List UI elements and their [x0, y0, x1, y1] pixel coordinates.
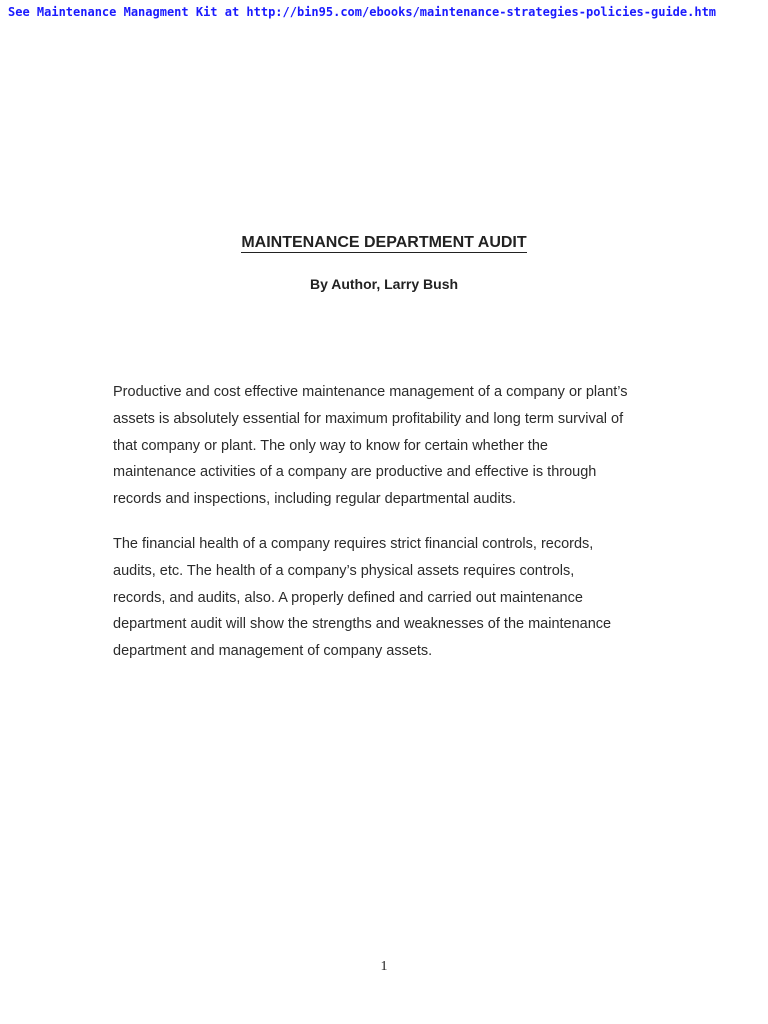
page-number: 1	[380, 959, 388, 974]
paragraph-line: audits, etc. The health of a company’s physical assets requires controls,	[113, 562, 575, 579]
paragraph-2	[113, 531, 661, 665]
paragraph-line: The financial health of a company requires strict financial controls, records,	[113, 536, 594, 552]
paragraph-line: records, and audits, also. A properly defined and carried out maintenance	[113, 589, 583, 606]
paragraph-line: that company or plant. The only way to know for certain whether the	[113, 437, 548, 454]
paragraph-line: department and management of company assets.	[113, 643, 433, 660]
paragraph-line: maintenance activities of a company are productive and effective is through	[113, 464, 597, 481]
document-author: By Author, Larry Bush	[309, 276, 459, 292]
paragraph-line: department audit will show the strengths and weaknesses of the maintenance	[113, 616, 612, 633]
maintenance-kit-link[interactable]: See Maintenance Managment Kit at http://bin95.com/ebooks/maintenance-strategies-policies-guide.htm	[8, 5, 717, 19]
paragraph-1	[113, 379, 661, 513]
paragraph-line: records and inspections, including regular departmental audits.	[113, 491, 517, 508]
document-title-text: MAINTENANCE DEPARTMENT AUDIT	[241, 234, 527, 251]
paragraph-line: assets is absolutely essential for maximum profitability and long term survival of	[113, 410, 624, 427]
document-title	[0, 234, 768, 252]
paragraph-line: Productive and cost effective maintenance management of a company or plant’s	[113, 384, 628, 400]
